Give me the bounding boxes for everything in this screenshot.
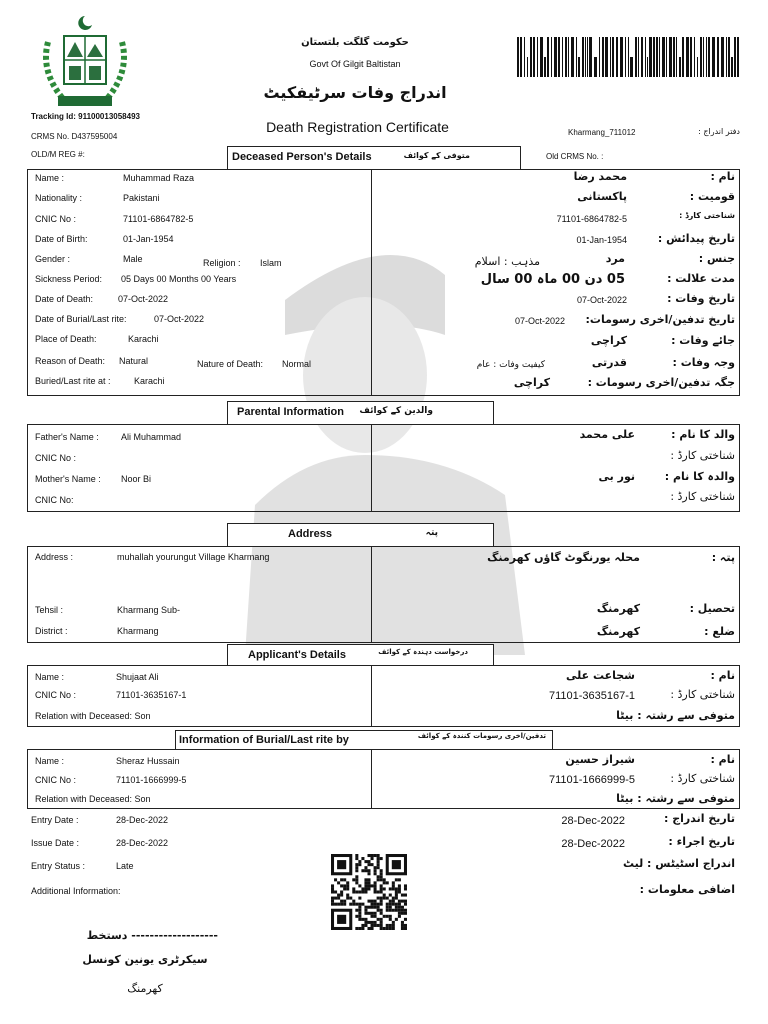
burial-tab-en: Information of Burial/Last rite by bbox=[179, 734, 349, 746]
entry-status-value: Late bbox=[116, 861, 134, 871]
entry-date-value: 28-Dec-2022 bbox=[116, 815, 169, 825]
mother-ur-value: نور بی bbox=[598, 470, 635, 483]
applicant-cnic-label: CNIC No : bbox=[35, 690, 77, 700]
gb-emblem-icon bbox=[34, 12, 136, 112]
deceased-value-7: 07-Oct-2022 bbox=[154, 314, 205, 324]
deceased-value-2: 71101-6864782-5 bbox=[123, 214, 194, 224]
entry-date-ur-value: 28-Dec-2022 bbox=[561, 815, 625, 827]
deceased-value-0: Muhammad Raza bbox=[123, 173, 195, 183]
issue-date-ur: تاریخ اجراء : bbox=[668, 835, 735, 848]
additional-info-ur: اضافی معلومات : bbox=[639, 883, 735, 896]
deceased-ur-label-3: تاریخ پیدائش : bbox=[657, 232, 735, 245]
mother-cnic-label: CNIC No: bbox=[35, 495, 74, 505]
district-value: Kharmang bbox=[117, 626, 159, 636]
deceased-label-1: Nationality : bbox=[35, 193, 83, 203]
deceased-tab bbox=[227, 146, 521, 170]
mother-value: Noor Bi bbox=[121, 474, 152, 484]
deceased-ur-value-9: قدرتی bbox=[591, 356, 627, 369]
burial-cnic-ur: شناختی کارڈ : bbox=[670, 772, 735, 785]
entry-date-ur: تاریخ اندراج : bbox=[664, 812, 735, 825]
deceased-ur-label-9: وجہ وفات : bbox=[672, 356, 735, 369]
applicant-cnic-ur-value: 71101-3635167-1 bbox=[548, 690, 635, 702]
religion-value: Islam bbox=[260, 258, 282, 268]
tehsil-value: Kharmang Sub- bbox=[117, 605, 181, 615]
tehsil-ur-value: کھرمنگ bbox=[596, 602, 640, 615]
deceased-label-7: Date of Burial/Last rite: bbox=[35, 314, 127, 324]
burial-relation: Relation with Deceased: Son bbox=[35, 794, 151, 804]
deceased-ur-label-4: جنس : bbox=[698, 252, 735, 265]
deceased-label-10: Buried/Last rite at : bbox=[35, 376, 111, 386]
mother-cnic-ur: شناختی کارڈ : bbox=[670, 490, 735, 503]
burial-name-ur-label: نام : bbox=[710, 753, 735, 766]
old-crms: Old CRMS No. : bbox=[546, 152, 604, 161]
entry-status-ur: اندراج اسٹیٹس : لیٹ bbox=[622, 857, 735, 870]
parental-tab bbox=[227, 401, 494, 425]
deceased-label-4: Gender : bbox=[35, 254, 71, 264]
deceased-ur-label-8: جائے وفات : bbox=[671, 334, 735, 347]
deceased-ur-value-1: پاکستانی bbox=[577, 190, 627, 203]
father-ur-label: والد کا نام : bbox=[671, 428, 735, 441]
deceased-ur-value-3: 01-Jan-1954 bbox=[576, 235, 627, 245]
burial-tab-ur: تدفین/اخری رسومات کنندہ کے کوائف bbox=[417, 732, 546, 740]
applicant-cnic-ur: شناختی کارڈ : bbox=[670, 688, 735, 701]
tehsil-ur-label: تحصیل : bbox=[689, 602, 735, 615]
govt-urdu: حکومت گلگت بلتستان bbox=[301, 37, 409, 48]
title-urdu: اندراج وفات سرٹیفکیٹ bbox=[263, 83, 447, 102]
deceased-label-8: Place of Death: bbox=[35, 334, 97, 344]
district-ur-value: کھرمنگ bbox=[596, 625, 640, 638]
deceased-ur-label-6: تاریخ وفات : bbox=[667, 292, 735, 305]
district-label: District : bbox=[35, 626, 68, 636]
deceased-label-9: Reason of Death: bbox=[35, 356, 106, 366]
applicant-name-value: Shujaat Ali bbox=[116, 672, 159, 682]
applicant-name-ur-label: نام : bbox=[710, 669, 735, 682]
burial-cnic-label: CNIC No : bbox=[35, 775, 77, 785]
signature-line: ------------------- دستخط bbox=[86, 929, 218, 942]
deceased-ur-label-1: قومیت : bbox=[689, 190, 735, 203]
burial-relation-ur: متوفی سے رشتہ : بیٹا bbox=[616, 792, 735, 805]
deceased-ur-value-2: 71101-6864782-5 bbox=[556, 214, 627, 224]
office-value: Kharmang_711012 bbox=[568, 128, 636, 137]
signatory-place: کھرمنگ bbox=[127, 982, 163, 995]
entry-status-label: Entry Status : bbox=[31, 861, 86, 871]
deceased-label-5: Sickness Period: bbox=[35, 274, 103, 284]
address-tab-en: Address bbox=[288, 528, 333, 540]
deceased-value-9: Natural bbox=[119, 356, 149, 366]
nature-label: Nature of Death: bbox=[197, 359, 264, 369]
father-value: Ali Muhammad bbox=[121, 432, 182, 442]
additional-info-label: Additional Information: bbox=[31, 886, 121, 896]
deceased-value-1: Pakistani bbox=[123, 193, 160, 203]
burial-name-ur-value: شیراز حسین bbox=[565, 753, 635, 766]
nature-value: Normal bbox=[282, 359, 312, 369]
applicant-tab-en: Applicant's Details bbox=[248, 649, 346, 661]
address-tab bbox=[227, 523, 494, 547]
deceased-ur-label-0: نام : bbox=[710, 170, 735, 183]
father-cnic-label: CNIC No : bbox=[35, 453, 77, 463]
deceased-value-4: Male bbox=[123, 254, 143, 264]
father-label: Father's Name : bbox=[35, 432, 99, 442]
tracking-id: Tracking Id: 91100013058493 bbox=[31, 112, 140, 121]
issue-date-ur-value: 28-Dec-2022 bbox=[561, 838, 625, 850]
deceased-label-0: Name : bbox=[35, 173, 65, 183]
deceased-ur-value-7: 07-Oct-2022 bbox=[514, 316, 565, 326]
qr-code-icon bbox=[331, 853, 407, 931]
applicant-cnic-value: 71101-3635167-1 bbox=[116, 690, 187, 700]
gender-ur-value: مرد bbox=[605, 252, 625, 265]
deceased-label-3: Date of Birth: bbox=[35, 234, 88, 244]
deceased-value-6: 07-Oct-2022 bbox=[118, 294, 169, 304]
deceased-tab-ur: متوفی کے کوائف bbox=[403, 151, 470, 160]
deceased-ur-value-6: 07-Oct-2022 bbox=[576, 295, 627, 305]
father-ur-value: علی محمد bbox=[579, 428, 635, 441]
applicant-relation-ur: متوفی سے رشتہ : بیٹا bbox=[616, 709, 735, 722]
religion-urdu: مذہب : اسلام bbox=[474, 255, 540, 268]
mother-label: Mother's Name : bbox=[35, 474, 101, 484]
address-label: Address : bbox=[35, 552, 74, 562]
tehsil-label: Tehsil : bbox=[35, 605, 64, 615]
govt-english: Govt Of Gilgit Baltistan bbox=[309, 59, 401, 69]
religion-label: Religion : bbox=[203, 258, 241, 268]
deceased-ur-label-2: شناختی کارڈ : bbox=[679, 211, 735, 220]
parental-tab-ur: والدین کے کوائف bbox=[359, 406, 433, 416]
deceased-ur-value-0: محمد رضا bbox=[573, 170, 627, 183]
applicant-relation: Relation with Deceased: Son bbox=[35, 711, 151, 721]
applicant-tab-ur: درخواست دہندہ کے کوائف bbox=[378, 648, 468, 656]
deceased-label-2: CNIC No : bbox=[35, 214, 77, 224]
entry-date-label: Entry Date : bbox=[31, 815, 79, 825]
title-english: Death Registration Certificate bbox=[266, 119, 449, 135]
address-ur-label: پتہ : bbox=[711, 551, 735, 564]
burial-cnic-ur-value: 71101-1666999-5 bbox=[548, 774, 635, 786]
barcode-icon bbox=[517, 37, 739, 77]
deceased-label-6: Date of Death: bbox=[35, 294, 94, 304]
deceased-tab-en: Deceased Person's Details bbox=[232, 151, 372, 163]
issue-date-label: Issue Date : bbox=[31, 838, 80, 848]
deceased-ur-value-8: کراچی bbox=[590, 334, 627, 347]
father-cnic-ur: شناختی کارڈ : bbox=[670, 449, 735, 462]
burial-name-value: Sheraz Hussain bbox=[116, 756, 180, 766]
old-reg: OLD/M REG #: bbox=[31, 150, 85, 159]
address-value: muhallah yourungut Village Kharmang bbox=[117, 552, 270, 562]
deceased-value-5: 05 Days 00 Months 00 Years bbox=[121, 274, 237, 284]
deceased-value-10: Karachi bbox=[134, 376, 165, 386]
address-ur-value: محلہ یورنگوٹ گاؤں کھرمنگ bbox=[487, 551, 640, 564]
district-ur-label: ضلع : bbox=[704, 625, 735, 638]
applicant-name-ur-value: شجاعت علی bbox=[566, 669, 635, 682]
crms-number: CRMS No. D437595004 bbox=[31, 132, 118, 141]
deceased-ur-value-5: 05 دن 00 ماہ 00 سال bbox=[480, 272, 625, 287]
deceased-ur-label-7: تاریخ تدفین/اخری رسومات: bbox=[585, 313, 735, 326]
deceased-value-3: 01-Jan-1954 bbox=[123, 234, 174, 244]
burial-name-label: Name : bbox=[35, 756, 65, 766]
deceased-ur-value-10: کراچی bbox=[513, 376, 550, 389]
applicant-tab bbox=[227, 644, 494, 666]
burial-tab bbox=[175, 730, 553, 750]
deceased-value-8: Karachi bbox=[128, 334, 159, 344]
deceased-ur-label-10: جگہ تدفین/اخری رسومات : bbox=[587, 376, 735, 389]
deceased-ur-label-5: مدت علالت : bbox=[667, 272, 735, 285]
parental-tab-en: Parental Information bbox=[237, 406, 344, 418]
office-urdu: دفتر اندراج : bbox=[698, 127, 740, 136]
applicant-name-label: Name : bbox=[35, 672, 65, 682]
address-tab-ur: پتہ bbox=[425, 528, 438, 538]
nature-urdu: کیفیت وفات : عام bbox=[476, 360, 545, 370]
burial-cnic-value: 71101-1666999-5 bbox=[116, 775, 187, 785]
secretary-title: سیکرٹری یونین کونسل bbox=[82, 953, 208, 966]
issue-date-value: 28-Dec-2022 bbox=[116, 838, 169, 848]
mother-ur-label: والدہ کا نام : bbox=[664, 470, 735, 483]
